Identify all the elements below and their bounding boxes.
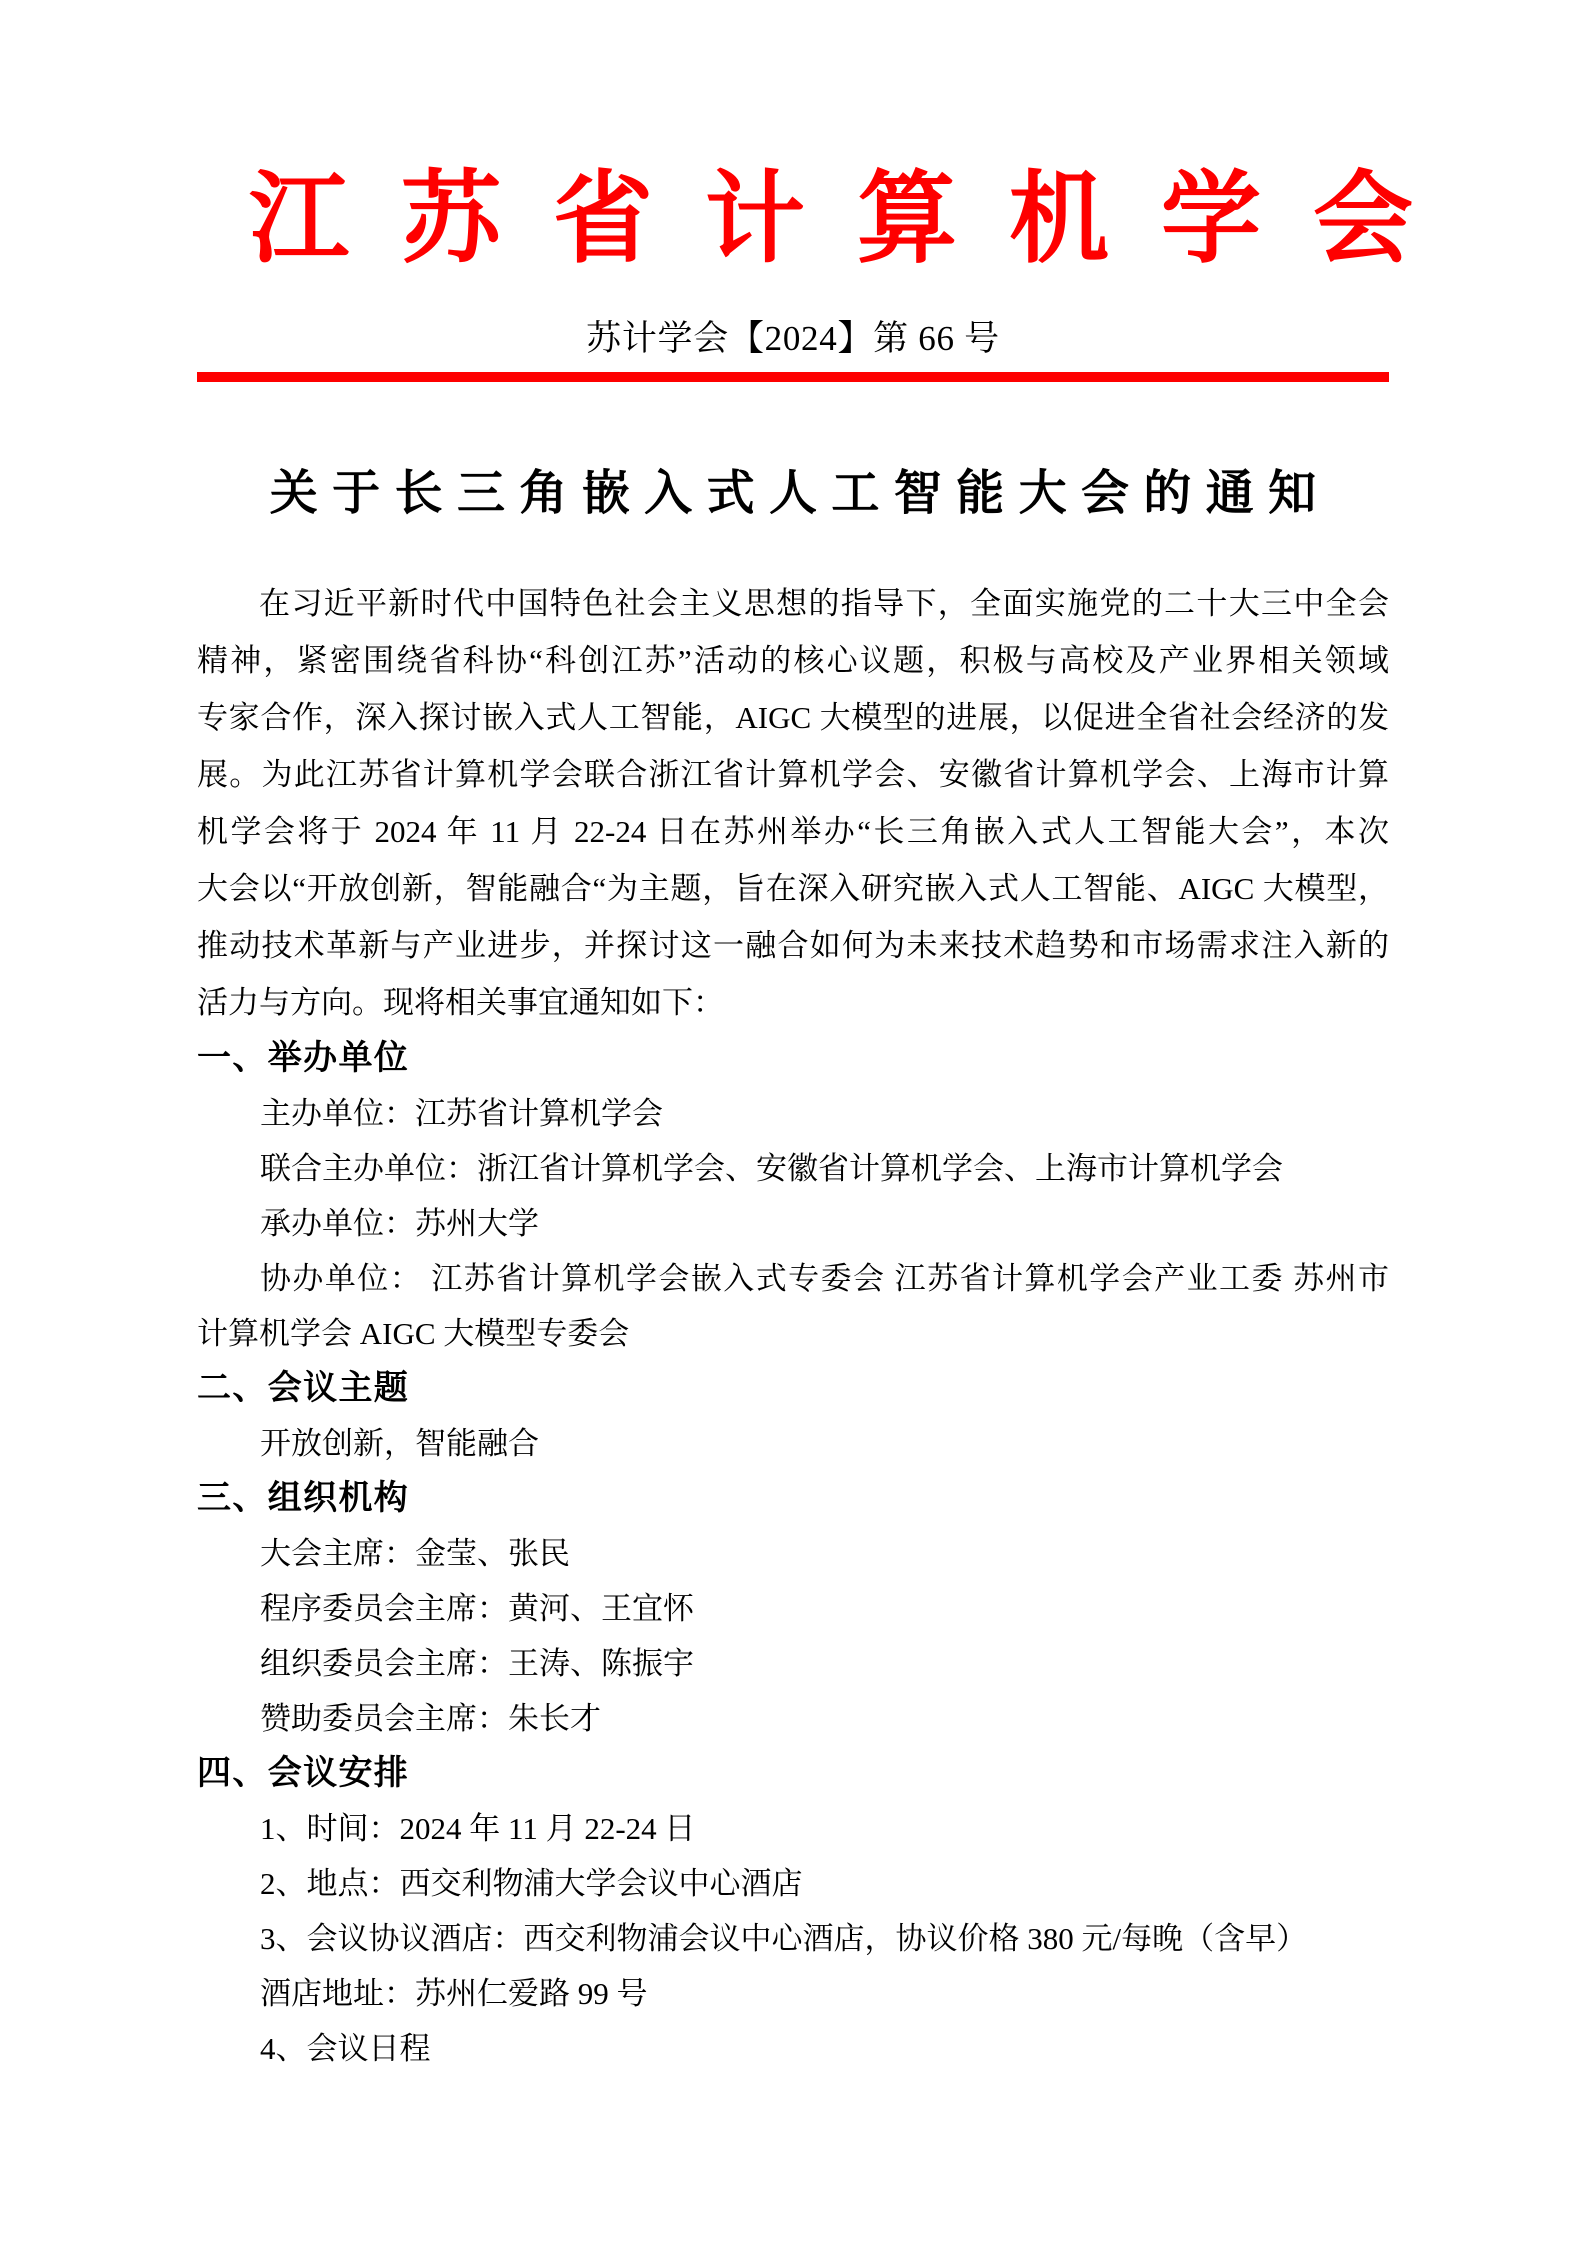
paragraph-line: 机学会将于 2024 年 11 月 22-24 日在苏州举办“长三角嵌入式人工智能大会”，本次 xyxy=(197,814,1389,849)
intro-paragraph xyxy=(197,575,1389,1031)
section-line: 4、会议日程 xyxy=(260,2031,431,2066)
section-organization-structure xyxy=(197,1471,1389,1746)
document-number: 苏计学会【2024】第 66 号 xyxy=(586,319,1000,358)
section-line: 酒店地址：苏州仁爱路 99 号 xyxy=(260,1976,648,2011)
paragraph-line: 精神，紧密围绕省科协“科创江苏”活动的核心议题，积极与高校及产业界相关领域 xyxy=(197,643,1389,678)
section-line: 程序委员会主席：黄河、王宜怀 xyxy=(260,1591,694,1626)
section-heading: 二、会议主题 xyxy=(197,1369,410,1407)
section-line: 主办单位：江苏省计算机学会 xyxy=(260,1096,663,1131)
section-line: 协办单位： 江苏省计算机学会嵌入式专委会 江苏省计算机学会产业工委 苏州市 xyxy=(260,1261,1389,1296)
section-conference-theme xyxy=(197,1361,1389,1471)
section-line: 大会主席：金莹、张民 xyxy=(260,1536,570,1571)
section-line: 2、地点：西交利物浦大学会议中心酒店 xyxy=(260,1866,803,1901)
section-heading: 四、会议安排 xyxy=(197,1754,410,1792)
section-line: 赞助委员会主席：朱长才 xyxy=(260,1701,601,1736)
section-line: 开放创新，智能融合 xyxy=(260,1426,539,1461)
section-line: 组织委员会主席：王涛、陈振宇 xyxy=(260,1646,694,1681)
section-line: 3、会议协议酒店：西交利物浦会议中心酒店，协议价格 380 元/每晚（含早） xyxy=(260,1921,1308,1956)
letterhead xyxy=(197,164,1465,382)
paragraph-line: 在习近平新时代中国特色社会主义思想的指导下，全面实施党的二十大三中全会 xyxy=(259,586,1389,621)
paragraph-line: 展。为此江苏省计算机学会联合浙江省计算机学会、安徽省计算机学会、上海市计算 xyxy=(197,757,1389,792)
red-divider-line xyxy=(197,372,1389,382)
page-content xyxy=(197,164,1465,2076)
document-title: 关于长三角嵌入式人工智能大会的通知 xyxy=(269,467,1331,520)
section-organizers xyxy=(197,1031,1389,1361)
section-line: 承办单位：苏州大学 xyxy=(260,1206,539,1241)
section-conference-arrangement xyxy=(197,1746,1389,2076)
organization-title: 江苏省计算机学会 xyxy=(249,164,1465,275)
section-heading: 一、举办单位 xyxy=(197,1039,410,1077)
section-line: 1、时间：2024 年 11 月 22-24 日 xyxy=(260,1811,696,1846)
section-line: 联合主办单位：浙江省计算机学会、安徽省计算机学会、上海市计算机学会 xyxy=(260,1151,1283,1186)
paragraph-line: 专家合作，深入探讨嵌入式人工智能，AIGC 大模型的进展，以促进全省社会经济的发 xyxy=(197,700,1389,735)
section-heading: 三、组织机构 xyxy=(197,1479,410,1517)
paragraph-line: 活力与方向。现将相关事宜通知如下： xyxy=(197,985,724,1020)
paragraph-line: 大会以“开放创新，智能融合“为主题，旨在深入研究嵌入式人工智能、AIGC 大模型， xyxy=(197,871,1389,906)
section-line: 计算机学会 AIGC 大模型专委会 xyxy=(197,1316,630,1351)
paragraph-line: 推动技术革新与产业进步，并探讨这一融合如何为未来技术趋势和市场需求注入新的 xyxy=(197,928,1389,963)
